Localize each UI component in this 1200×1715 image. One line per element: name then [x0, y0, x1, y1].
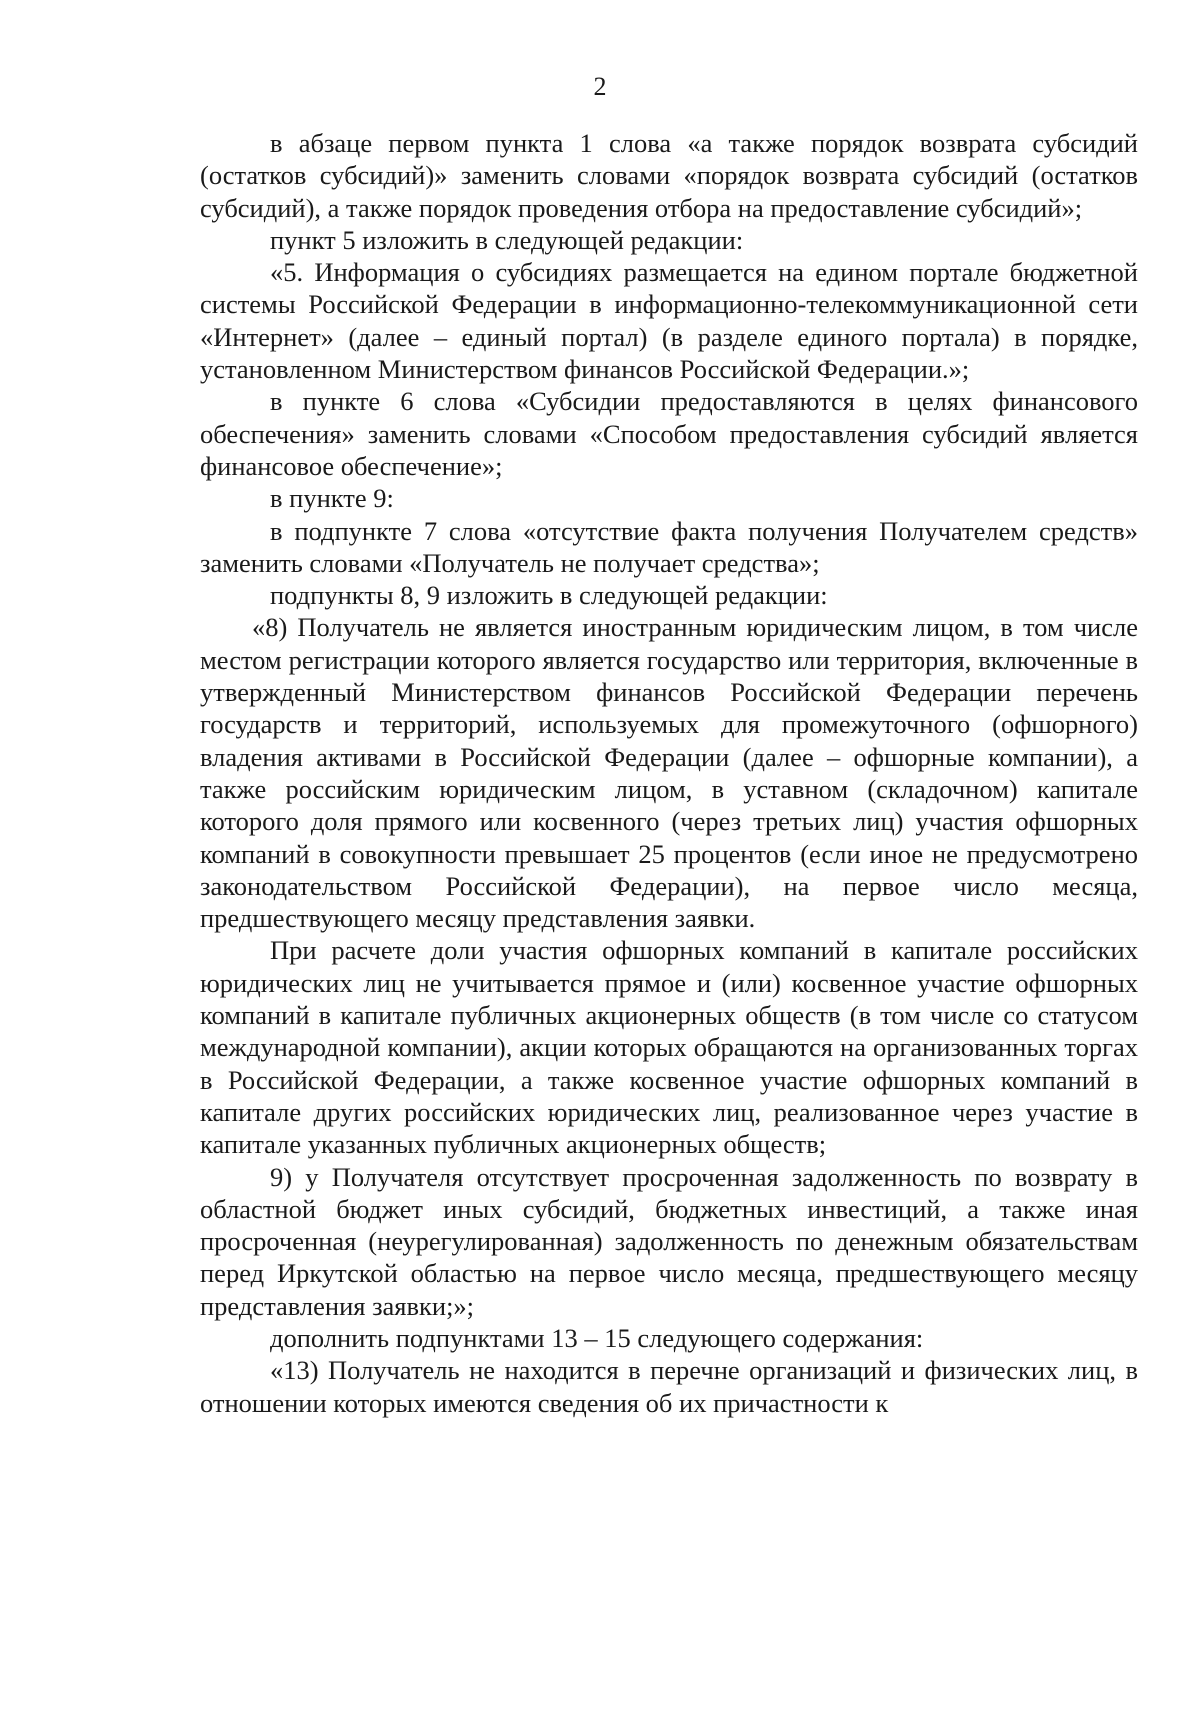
paragraph-1: в абзаце первом пункта 1 слова «а также порядок возврата субсидий (остатков субсидий)» заменить словами «порядок возврата субсидий (остатков субсидий), а также порядок проведения отбора на предоставление субсидий»;	[200, 128, 1138, 223]
paragraph-5: в пункте 9:	[270, 483, 394, 514]
paragraph-9: При расчете доли участия офшорных компаний в капитале российских юридических лиц не учитывается прямое и (или) косвенное участие офшорных компаний в капитале публичных акционерных обществ (в том числе со статусом международной компании), акции которых обращаются на организованных торгах в Российской Федерации, а также косвенное участие офшорных компаний в капитале других российских юридических лиц, реализованное через участие в капитале указанных публичных акционерных обществ;	[200, 935, 1138, 1160]
paragraph-8: «8) Получатель не является иностранным юридическим лицом, в том числе местом регистрации которого является государство или территория, включенные в утвержденный Министерством финансов Российской Федерации перечень государств и территорий, используемых для промежуточного (офшорного) владения активами в Российской Федерации (далее – офшорные компании), а также российским юридическим лицом, в уставном (складочном) капитале которого доля прямого или косвенного (через третьих лиц) участия офшорных компаний в совокупности превышает 25 процентов (если иное не предусмотрено законодательством Российской Федерации), на первое число месяца, предшествующего месяцу представления заявки.	[200, 612, 1138, 934]
paragraph-3: «5. Информация о субсидиях размещается на едином портале бюджетной системы Российской Федерации в информационно-телекоммуникационной сети «Интернет» (далее – единый портал) (в разделе единого портала) в порядке, установленном Министерством финансов Российской Федерации.»;	[200, 257, 1138, 385]
paragraph-10: 9) у Получателя отсутствует просроченная задолженность по возврату в областной бюджет иных субсидий, бюджетных инвестиций, а также иная просроченная (неурегулированная) задолженность по денежным обязательствам перед Иркутской областью на первое число месяца, предшествующего месяцу представления заявки;»;	[200, 1161, 1138, 1321]
paragraph-11: дополнить подпунктами 13 – 15 следующего содержания:	[270, 1322, 924, 1353]
document-body	[200, 127, 1138, 1419]
paragraph-4: в пункте 6 слова «Субсидии предоставляются в целях финансового обеспечения» заменить словами «Способом предоставления субсидий является финансовое обеспечение»;	[200, 386, 1138, 481]
page-number: 2	[593, 72, 607, 101]
paragraph-12: «13) Получатель не находится в перечне организаций и физических лиц, в отношении которых имеются сведения об их причастности к	[200, 1355, 1138, 1418]
paragraph-6: в подпункте 7 слова «отсутствие факта получения Получателем средств» заменить словами «Получатель не получает средства»;	[200, 515, 1138, 578]
paragraph-2: пункт 5 изложить в следующей редакции:	[270, 224, 744, 255]
paragraph-7: подпункты 8, 9 изложить в следующей редакции:	[270, 580, 828, 611]
